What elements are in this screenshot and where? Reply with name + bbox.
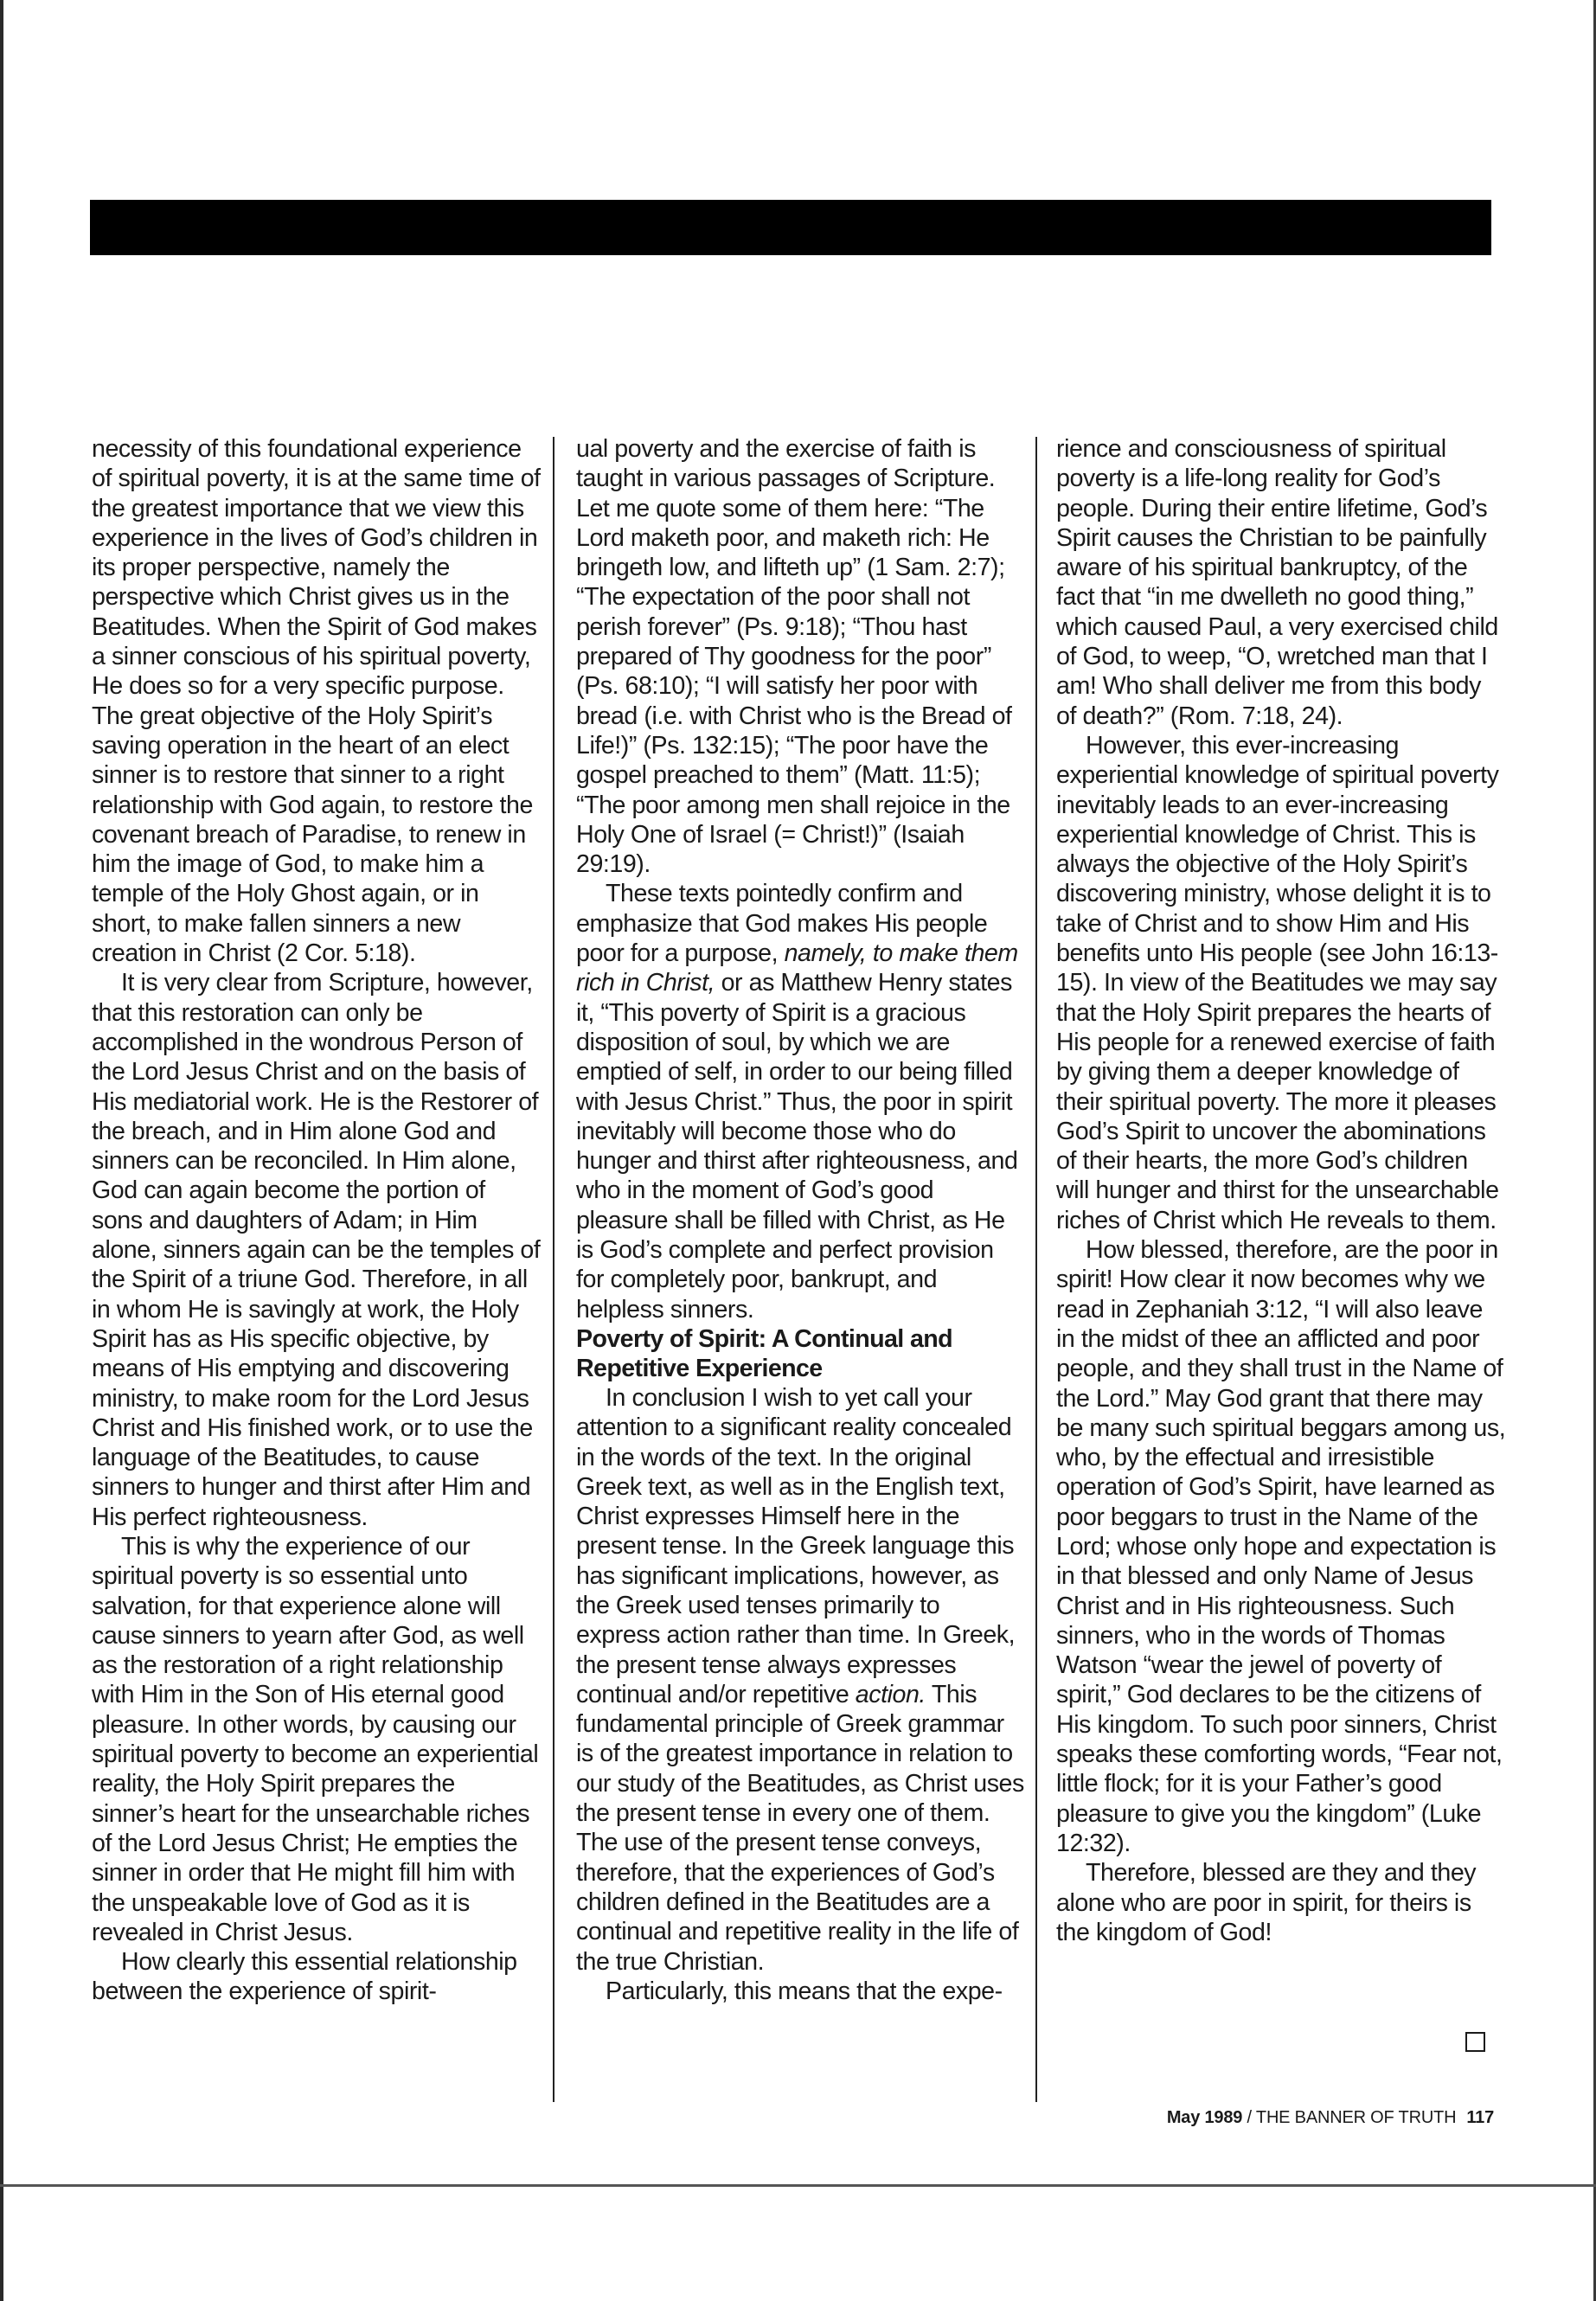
footer-separator: / — [1242, 2108, 1256, 2127]
paragraph — [576, 879, 1026, 1324]
header-black-bar — [90, 200, 1491, 255]
paragraph — [576, 1383, 1026, 1977]
footer-page-number: 117 — [1466, 2108, 1494, 2127]
page-footer — [1167, 2108, 1494, 2128]
column-1 — [92, 434, 542, 2007]
paragraph: ual poverty and the exercise of faith is taught in various passages of Scripture. Let me quote some of them here: “The Lord maketh poor, and maketh rich: He bringeth low, and lifteth up” (1 Sam. 2:7); “The expectation of the poor shall not perish forever” (Ps. 9:18); “Thou hast prepared of Thy goodness for the poor” (Ps. 68:10); “I will satisfy her poor with bread (i.e. with Christ who is the Bread of Life!)” (Ps. 132:15); “The poor have the gospel preached to them” (Matt. 11:5); “The poor among men shall rejoice in the Holy One of Israel (= Christ!)” (Isaiah 29:19). — [576, 435, 1012, 879]
paragraph: How clearly this essential relationship between the experience of spirit- — [92, 1948, 517, 2006]
paragraph: This is why the experience of our spiritual poverty is so essential unto salvation, for that experience alone will cause sinners to yearn after God, as well as the restoration of a right relationship with Him in the Son of His eternal good pleasure. In other words, by causing our spiritual poverty to become an experiential reality, the Holy Spirit prepares the sinner’s heart for the unsearchable riches of the Lord Jesus Christ; He empties the sinner in order that He might fill him with the unspeakable love of God as it is revealed in Christ Jesus. — [92, 1532, 539, 1946]
column-2 — [576, 434, 1026, 2006]
footer-date: May 1989 — [1166, 2108, 1243, 2127]
paragraph: Therefore, blessed are they and they alone who are poor in spirit, for theirs is the kingdom of God! — [1056, 1859, 1477, 1946]
column-3 — [1056, 434, 1506, 1947]
scan-margin-top — [0, 0, 1596, 119]
end-of-article-box-icon — [1465, 2032, 1485, 2052]
paragraph-text: These texts pointedly confirm and emphasize that God makes His people poor for a purpose, — [576, 880, 988, 968]
section-subheading: Poverty of Spirit: A Continual and Repetitive Experience — [576, 1324, 952, 1382]
paragraph-text: In conclusion I wish to yet call your attention to a significant reality concealed in the words of the text. In the original Greek text, as well as in the English text, Christ expresses Himself here in the present tense. In the Greek language this has significant implications, however, as the Greek used tenses primarily to express action rather than time. In Greek, the present tense always expresses continual and/or repetitive — [576, 1383, 1016, 1708]
paragraph-text: or as Matthew Henry states it, “This poverty of Spirit is a gracious disposition of soul, by which we are emptied of self, in order to our being filled with Jesus Christ.” Thus, the poor in spirit inevitably will become those who do hunger and thirst after righteousness, and who in the moment of God’s good pleasure shall be filled with Christ, as He is God’s complete and perfect provision for completely poor, bankrupt, and helpless sinners. — [576, 969, 1018, 1324]
paragraph: It is very clear from Scripture, however, that this restoration can only be accomplished in the wondrous Person of the Lord Jesus Christ and on the basis of His mediatorial work. He is the Restorer of the breach, and in Him alone God and sinners can be reconciled. In Him alone, God can again become the portion of sons and daughters of Adam; in Him alone, sinners again can be the temples of the Spirit of a triune God. Therefore, in all in whom He is savingly at work, the Holy Spirit has as His specific objective, by means of His emptying and discovering ministry, to make room for the Lord Jesus Christ and His finished work, or to use the language of the Beatitudes, to cause sinners to hunger and thirst after Him and His perfect righteousness. — [92, 969, 541, 1531]
paragraph: Particularly, this means that the expe- — [606, 1977, 1003, 2005]
paragraph: necessity of this foundational experience of spiritual poverty, it is at the same time of the greatest importance that we view this experience in the lives of God’s children in its proper perspective, namely the perspective which Christ gives us in the Beatitudes. When the Spirit of God makes a sinner conscious of his spiritual poverty, He does so for a very specific purpose. The great objective of the Holy Spirit’s saving operation in the heart of an elect sinner is to restore that sinner to a right relationship with God again, to restore the covenant breach of Paradise, to renew in him the image of God, to make him a temple of the Holy Ghost again, or in short, to make fallen sinners a new creation in Christ (2 Cor. 5:18). — [92, 435, 541, 968]
paragraph: rience and consciousness of spiritual poverty is a life-long reality for God’s people. During their entire lifetime, God’s Spirit causes the Christian to be painfully aware of his spiritual bankruptcy, of the fact that “in me dwelleth no good thing,” which caused Paul, a very exercised child of God, to weep, “O, wretched man that I am! Who shall deliver me from this body of death?” (Rom. 7:18, 24). — [1056, 435, 1498, 730]
column-divider-1 — [553, 437, 554, 2102]
paragraph-text: This fundamental principle of Greek grammar is of the greatest importance in relation to our study of the Beatitudes, as Christ uses the present tense in every one of them. The use of the present tense conveys, therefore, that the experiences of God’s children defined in the Beatitudes are a continual and repetitive reality in the life of the true Christian. — [576, 1680, 1024, 1976]
column-divider-2 — [1035, 437, 1037, 2102]
paragraph: How blessed, therefore, are the poor in spirit! How clear it now becomes why we read in Zephaniah 3:12, “I will also leave in the midst of thee an afflicted and poor people, and they shall trust in the Name of the Lord.” May God grant that there may be many such spiritual beggars among us, who, by the effectual and irresistible operation of God’s Spirit, have learned as poor beggars to trust in the Name of the Lord; whose only hope and expectation is in that blessed and only Name of Jesus Christ and in His righteousness. Such sinners, who in the words of Thomas Watson “wear the jewel of poverty of spirit,” God declares to be the citizens of His kingdom. To such poor sinners, Christ speaks these comforting words, “Fear not, little flock; for it is your Father’s good pleasure to give you the kingdom” (Luke 12:32). — [1056, 1236, 1506, 1857]
scan-edge-left — [0, 0, 3, 2301]
emphasis-text: action. — [855, 1680, 926, 1708]
paragraph: However, this ever-increasing experiential knowledge of spiritual poverty inevitably leads to an ever-increasing experiential knowledge of Christ. This is always the objective of the Holy Spirit’s discovering ministry, whose delight it is to take of Christ and to show Him and His benefits unto His people (see John 16:13-15). In view of the Beatitudes we may say that the Holy Spirit prepares the hearts of His people for a renewed exercise of faith by giving them a deeper knowledge of their spiritual poverty. The more it pleases God’s Spirit to uncover the abominations of their hearts, the more God’s children will hunger and thirst for the unsearchable riches of Christ which He reveals to them. — [1056, 731, 1499, 1234]
footer-publication: THE BANNER OF TRUTH — [1255, 2108, 1457, 2127]
emphasis-text: namely, to make them rich in Christ, — [576, 939, 1018, 997]
scan-edge-bottom — [0, 2184, 1596, 2187]
